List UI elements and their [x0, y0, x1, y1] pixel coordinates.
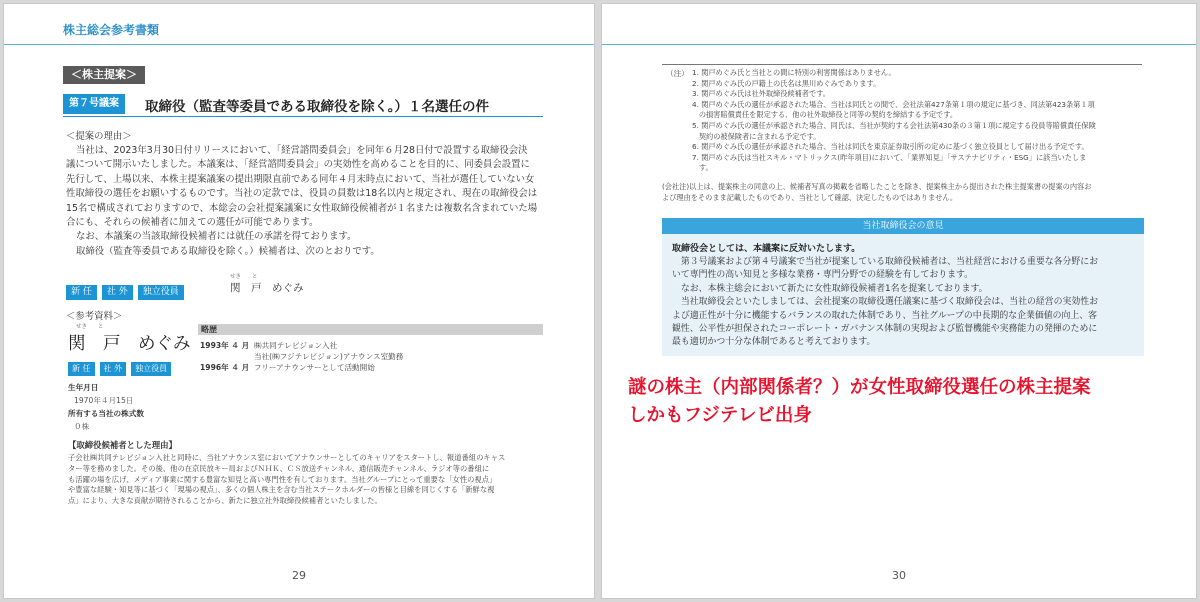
- notes-rule: [662, 64, 1142, 65]
- reason-line: 合にも、それらの候補者に加えての選任が可能であります。: [66, 217, 319, 229]
- opinion-box: [662, 218, 1144, 356]
- company-note-line: よび理由をそのまま記載したものであり、当社として確認、決定したものではありません。: [662, 192, 958, 202]
- page-header: [602, 4, 1196, 44]
- candidate-name: 関 戸 めぐみ: [230, 282, 304, 294]
- notes-label: （注）: [666, 69, 689, 78]
- note-line: 契約の被保険者に含まれる予定です。: [692, 131, 821, 141]
- opinion-line: 観性、公平性が担保されたコーポレート・ガバナンス体制の実現および監督機能や実務能力の発揮のために: [672, 324, 1098, 335]
- nomination-line: 子会社㈱共同テレビジョン入社と同時に、当社アナウンス室においてアナウンサーとしてのキャリアをスタートし、報道番組のキャス: [68, 453, 506, 462]
- opinion-body: [672, 256, 1098, 350]
- ref-name: 関 戸 めぐみ: [68, 334, 191, 354]
- ref-tags: [68, 356, 176, 376]
- ref-name-ruby: せき と: [76, 324, 104, 330]
- reason-line: 15名で構成されておりますので、本総会の会社提案議案に女性取締役候補者が１名または複数名含まれていた場: [66, 202, 538, 214]
- tag-independent: 独立役員: [131, 362, 171, 376]
- history-date: 1993年 ４ 月: [200, 341, 250, 350]
- annotation: [628, 374, 1091, 430]
- annotation-line: 謎の株主（内部関係者？）が女性取締役選任の株主提案: [628, 377, 1091, 398]
- opinion-title: 当社取締役会の意見: [662, 218, 1144, 234]
- history-bar: [198, 324, 543, 335]
- ref-heading: ＜参考資料＞: [66, 311, 123, 322]
- page-29: [4, 4, 594, 598]
- candidate-name-ruby: せき と: [230, 274, 258, 280]
- company-note-line: (会社注)以上は、提案株主の同意の上、候補者写真の掲載を省略したことを除き、提案株主から提出された株主提案書の提案の内容お: [662, 182, 1092, 191]
- tag-outside: 社 外: [102, 285, 133, 300]
- opinion-line: いて専門性の高い知見と多様な業務・専門分野での経験を有しております。: [672, 270, 974, 281]
- reason-line: 性取締役の選任をお願いするものです。当社の定款では、役員の員数は18名以内と規定され、現在の取締役会は: [66, 188, 538, 200]
- reason-line: 議について開示いたしました。本議案は、「経営諮問委員会」の実効性を高めることを目的に、同委員会設置に: [66, 159, 530, 171]
- opinion-line: よび適正性が十分に機能するバランスの取れた体制であり、当社グループの中長期的な企業価値の向上、客: [672, 310, 1098, 321]
- reason-line: なお、本議案の当該取締役候補者には就任の承諾を得ております。: [76, 231, 357, 243]
- page-number: 30: [892, 569, 906, 582]
- opinion-line: 第３号議案および第４号議案で当社が提案している取締役候補者は、当社経営における重要な各分野にお: [672, 257, 1098, 267]
- note-line: 3. 関戸めぐみ氏は社外取締役候補者です。: [692, 89, 830, 99]
- tag-independent: 独立役員: [138, 285, 184, 300]
- tag-new: 新 任: [68, 362, 95, 376]
- agenda-title: 取締役（監査等委員である取締役を除く。）１名選任の件: [145, 99, 489, 115]
- note-line: す。: [692, 163, 713, 173]
- note-line: の損害賠償責任を限定する、他の社外取締役と同等の契約を締結する予定です。: [692, 110, 958, 120]
- company-note: [662, 182, 1091, 204]
- nomination-line: 点」により、大きな貢献が期待されることから、新たに独立社外取締役候補者といたしました。: [68, 496, 382, 506]
- nomination-body: [68, 453, 505, 507]
- header-title: 株主総会参考書類: [63, 23, 160, 37]
- note-line: 5. 関戸めぐみ氏の選任が承認された場合、同氏は、当社が契約する会社法第430条の３第１項に規定する役員等賠償責任保険: [692, 120, 1096, 130]
- history-date: 1996年 ４ 月: [200, 363, 250, 372]
- tag-outside: 社 外: [100, 362, 127, 376]
- shares-label: 所有する当社の株式数: [68, 409, 144, 418]
- nomination-heading: 【取締役候補者とした理由】: [68, 440, 177, 450]
- note-line: 1. 関戸めぐみ氏と当社との間に特別の利害関係はありません。: [692, 68, 896, 77]
- note-line: 4. 関戸めぐみ氏の選任が承認された場合、当社は同氏との間で、会社法第427条第１項の規定に基づき、同法第423条第１項: [692, 99, 1095, 109]
- history-line: フリーアナウンサーとして活動開始: [254, 363, 375, 372]
- shares-value: ０株: [74, 422, 90, 431]
- reason-line: 取締役（監査等委員である取締役を除く。）候補者は、次のとおりです。: [76, 245, 380, 257]
- page-header: [4, 4, 594, 45]
- birth-label: 生年月日: [68, 383, 99, 392]
- note-line: 2. 関戸めぐみ氏の戸籍上の氏名は黒川めぐみであります。: [692, 78, 881, 88]
- opinion-line: 当社取締役会といたしましては、会社提案の取締役選任議案に基づく取締役会は、当社の経営の実効性お: [672, 297, 1098, 308]
- nomination-line: ター等を務めました。その後、他の在京民放キー局およびＮＨＫ、ＣＳ放送チャンネル、通信販売チャンネル、ラジオ等の番組に: [68, 463, 490, 473]
- annotation-line: しかもフジテレビ出身: [628, 405, 812, 426]
- page-number: 29: [292, 569, 306, 582]
- nomination-line: や豊富な経験・知見等に基づく「現場の視点」、多くの個人株主を含む当社ステークホルダーの皆様と目線を同じくする「新鮮な視: [68, 485, 495, 495]
- agenda-badge: 第７号議案: [63, 94, 125, 114]
- opinion-heading: 取締役会としては、本議案に反対いたします。: [672, 244, 861, 254]
- opinion-line: なお、本株主総会において新たに女性取締役候補者1名を提案しております。: [672, 283, 988, 294]
- notes-list: [692, 68, 1096, 174]
- proposal-tag: ＜株主提案＞: [63, 66, 145, 84]
- agenda-heading: [63, 92, 543, 117]
- tag-new: 新 任: [66, 285, 97, 300]
- reason-line: 当社は、2023年3月30日付リリースにおいて、「経営諮問委員会」を同年６月28日付で設置する取締役会決: [76, 145, 528, 156]
- reason-heading: ＜提案の理由＞: [66, 131, 132, 142]
- history-line: ㈱共同テレビジョン入社: [254, 341, 338, 350]
- history-heading: 略歴: [201, 325, 217, 334]
- history-line: 当社(㈱フジテレビジョン)アナウンス室勤務: [254, 352, 404, 361]
- candidate-tags: [66, 279, 189, 300]
- nomination-line: も活躍の場を広げ、メディア事業に関する豊富な知見と高い専門性を有しております。当社グループにとって重要な「女性の視点」: [68, 474, 497, 484]
- birth-value: 1970年４月15日: [74, 396, 134, 405]
- reason-line: 先行して、上場以来、本株主提案議案の提出期限直前である同年４月末時点において、当社が選任していない女: [66, 173, 535, 185]
- note-line: 6. 関戸めぐみ氏の選任が承認された場合、当社は同氏を東京証券取引所の定めに基づく独立役員として届け出る予定です。: [692, 142, 1089, 152]
- reason-body: [66, 144, 546, 259]
- note-line: 7. 関戸めぐみ氏は当社スキル・マトリックス(昨年項目)において、「業界知見」「サステナビリティ・ESG」に該当いたしま: [692, 152, 1087, 162]
- page-30: [602, 4, 1196, 598]
- header-rule: [602, 44, 1196, 45]
- opinion-line: 最も適切かつ十分な体制であると考えております。: [672, 337, 876, 348]
